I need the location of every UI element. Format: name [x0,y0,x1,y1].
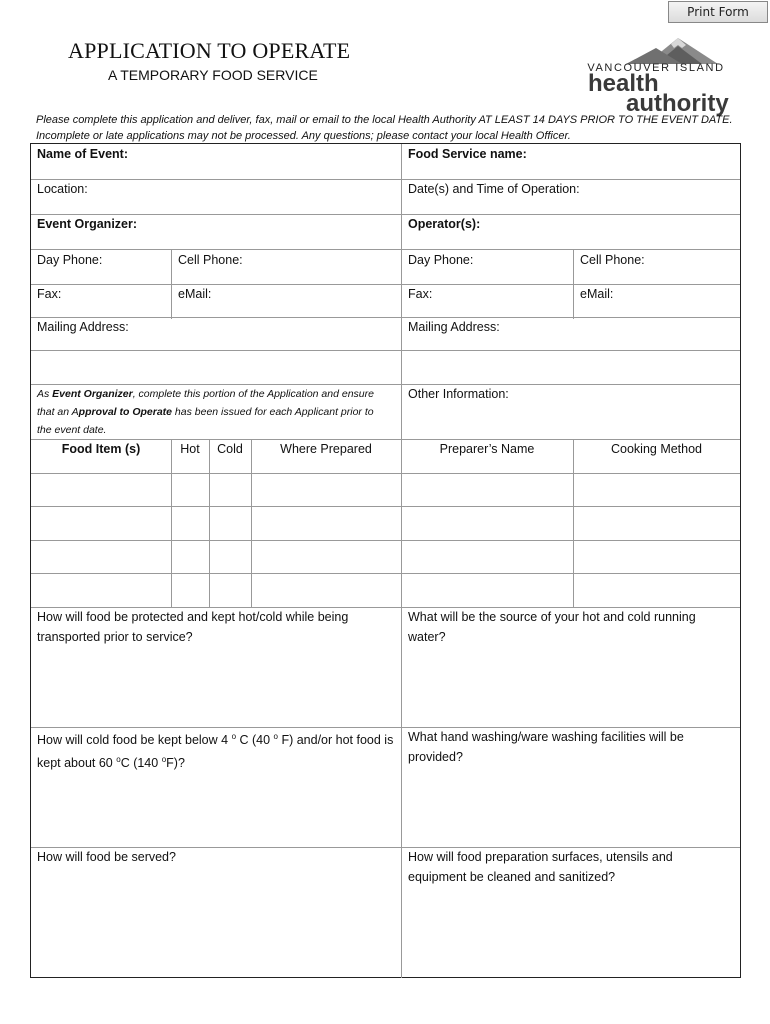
day-phone-left-label: Day Phone: [37,253,103,267]
cell-phone-right-label: Cell Phone: [580,253,645,267]
organizer-note: As Event Organizer, complete this portion of the Application and ensure that an Approval to Operate has been issued for each Applicant prior to the event date. [37,388,374,436]
application-form [30,143,741,978]
question-temperature: How will cold food be kept below 4 $^o$ C (40 $^o$ F) and/or hot food is kept about 60 $^o$C (140 $^o$F)? [37,732,394,771]
cell-phone-left-label: Cell Phone: [178,253,243,267]
logo-line3: authority [626,90,729,117]
email-right-label: eMail: [580,287,614,301]
question-food-served: How will food be served? [37,850,176,864]
print-form-button[interactable]: Print Form [668,1,768,23]
food-item-header: Food Item (s) [61,442,141,456]
location-label: Location: [37,182,88,196]
day-phone-right-label: Day Phone: [408,253,474,267]
cold-header: Cold [217,442,243,456]
event-organizer-label: Event Organizer: [37,217,138,231]
fax-right-label: Fax: [408,287,433,301]
other-information-label: Other Information: [408,387,509,401]
question-cleaning: How will food preparation surfaces, utensils and equipment be cleaned and sanitized? [408,850,673,884]
mailing-address-left-label: Mailing Address: [37,320,129,334]
mailing-address-right-label: Mailing Address: [408,320,500,334]
intro-instructions: Please complete this application and deliver, fax, mail or email to the local Health Authority AT LEAST 14 DAYS PRIOR TO THE EVENT DATE. Incomplete or late applications may not be processed. Any questions; please contact your local Health Officer. [36,114,733,142]
question-transport: How will food be protected and kept hot/cold while being transported prior to service? [37,610,349,644]
cooking-method-header: Cooking Method [610,442,703,456]
where-prepared-header: Where Prepared [280,442,372,456]
question-washing-facilities: What hand washing/ware washing facilities will be provided? [408,730,684,764]
logo-line1: VANCOUVER ISLAND [587,62,725,74]
page-title: APPLICATION TO OPERATE [68,38,351,63]
question-water-source: What will be the source of your hot and cold running water? [408,610,696,644]
page-subtitle: A TEMPORARY FOOD SERVICE [108,67,318,83]
fax-left-label: Fax: [37,287,62,301]
email-left-label: eMail: [178,287,212,301]
logo-line2: health [588,70,659,97]
food-service-name-label: Food Service name: [408,147,527,161]
health-authority-logo [586,36,729,117]
preparers-name-header: Preparer’s Name [439,442,535,456]
operators-label: Operator(s): [408,217,481,231]
name-of-event-label: Name of Event: [37,147,128,161]
hot-header: Hot [180,442,200,456]
dates-time-label: Date(s) and Time of Operation: [408,182,580,196]
